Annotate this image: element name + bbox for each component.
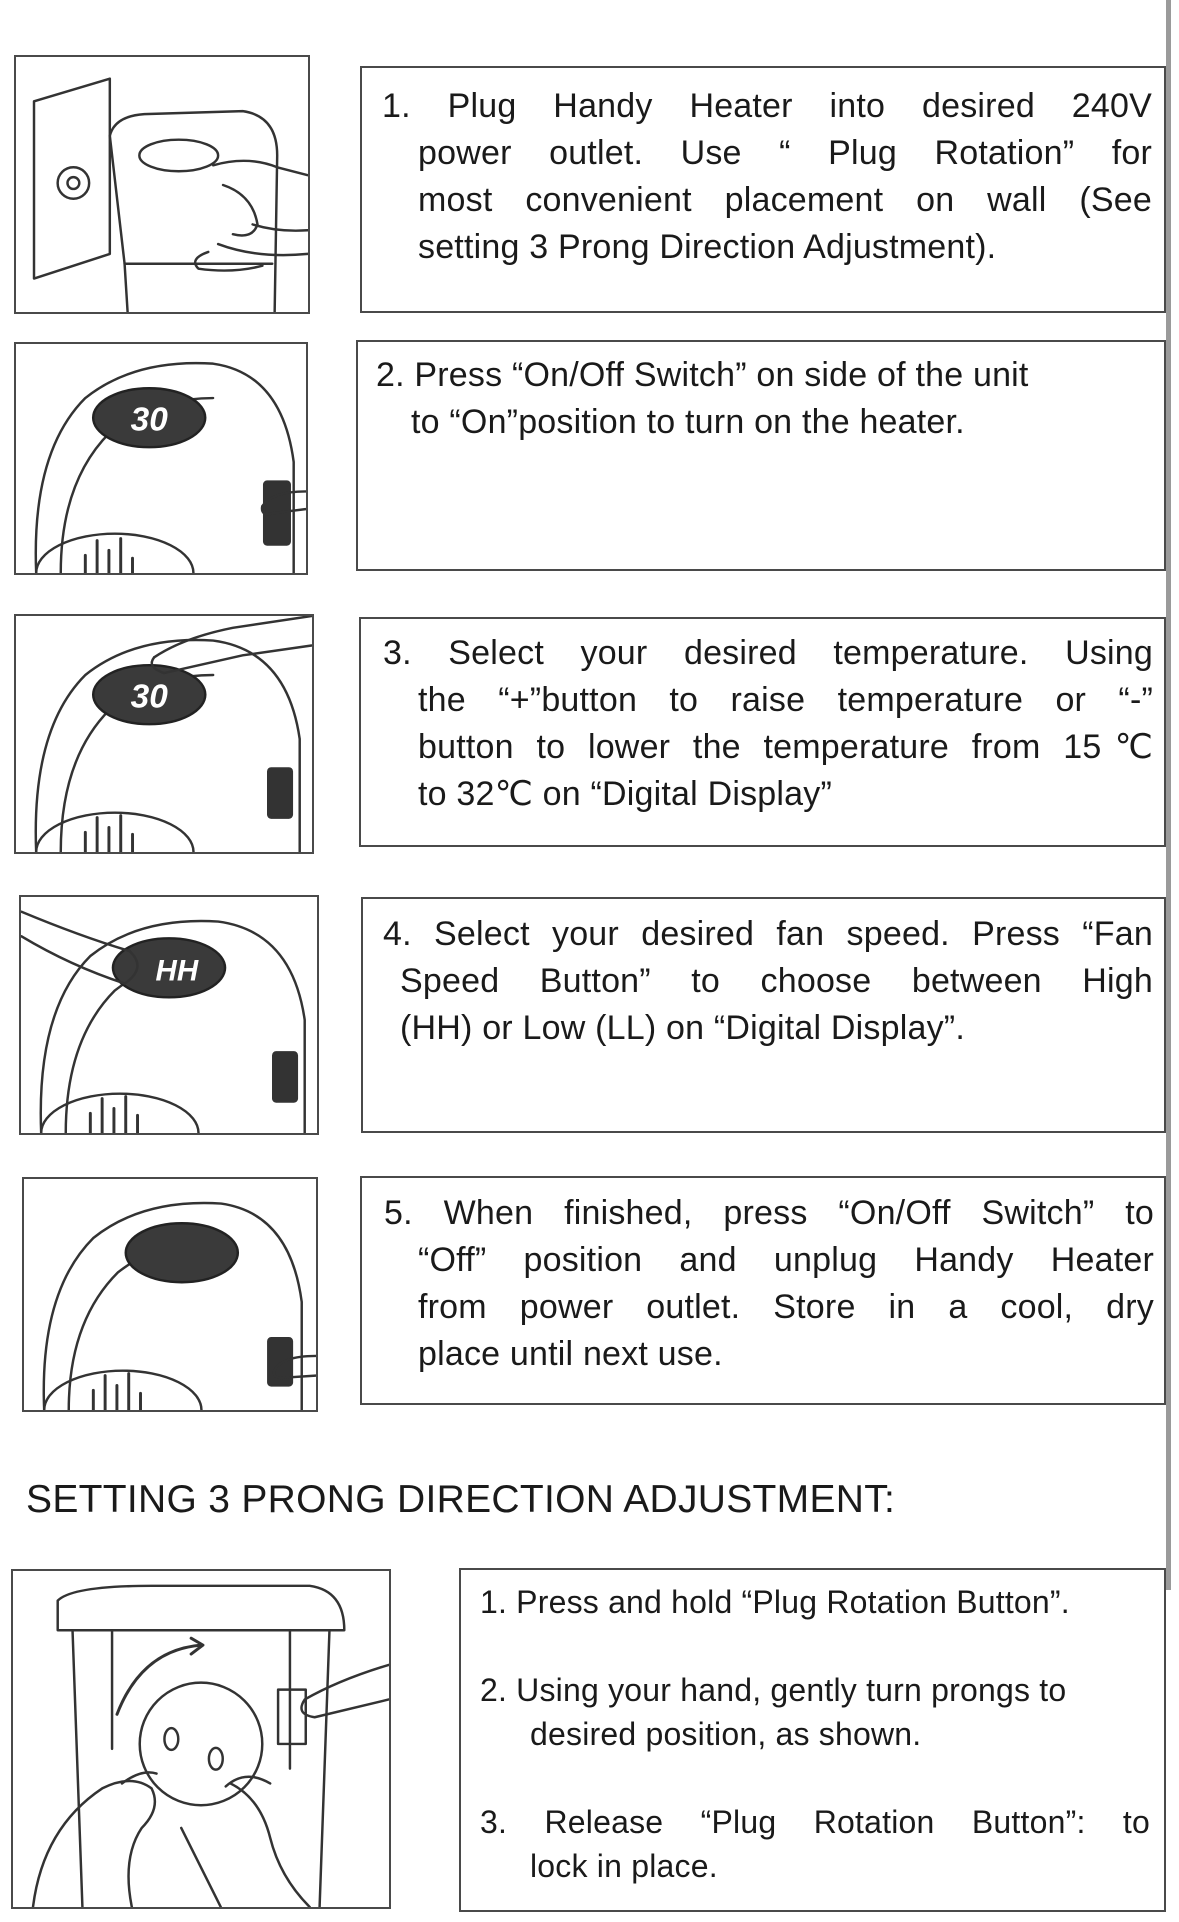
display-reading: HH: [155, 954, 199, 988]
adjust-step-line: 1. Press and hold “Plug Rotation Button”.: [480, 1584, 1070, 1620]
display-reading: 30: [130, 678, 168, 716]
step-2-line: to “On”position to turn on the heater.: [411, 403, 965, 441]
step-1-line: most convenient placement on wall (See: [418, 181, 1152, 219]
step-3-text: [383, 630, 1153, 818]
adjust-step-line: lock in place.: [530, 1848, 718, 1884]
power-switch-illustration: [14, 342, 308, 575]
step-5-text: [384, 1190, 1154, 1378]
step-1-text: [382, 83, 1152, 271]
step-3-line: 3. Select your desired temperature. Using: [383, 634, 1153, 672]
temperature-select-illustration: [14, 614, 314, 854]
display-reading: 30: [130, 401, 168, 439]
prong-rotation-illustration: [11, 1569, 391, 1909]
step-1-line: 1. Plug Handy Heater into desired 240V: [382, 87, 1152, 125]
step-1-line: power outlet. Use “ Plug Rotation” for: [418, 134, 1152, 172]
fan-speed-illustration: [19, 895, 319, 1135]
section-heading: SETTING 3 PRONG DIRECTION ADJUSTMENT:: [26, 1478, 896, 1521]
step-4-text: [383, 911, 1153, 1052]
adjust-step-line: 3. Release “Plug Rotation Button”: to: [480, 1804, 1150, 1840]
adjust-steps-text: [480, 1580, 1150, 1888]
step-2-text: [376, 352, 1156, 446]
plug-in-illustration: [14, 55, 310, 314]
step-3-line: button to lower the temperature from 15℃: [418, 728, 1153, 766]
adjust-step-line: desired position, as shown.: [530, 1716, 922, 1752]
step-4-line: (HH) or Low (LL) on “Digital Display”.: [400, 1009, 965, 1047]
step-1-line: setting 3 Prong Direction Adjustment).: [418, 228, 997, 266]
power-off-illustration: [22, 1177, 318, 1412]
step-3-line: the “+”button to raise temperature or “-”: [418, 681, 1153, 719]
step-5-line: place until next use.: [418, 1335, 723, 1373]
step-2-line: 2. Press “On/Off Switch” on side of the unit: [376, 356, 1029, 394]
step-5-line: “Off” position and unplug Handy Heater: [418, 1241, 1154, 1279]
step-5-line: from power outlet. Store in a cool, dry: [418, 1288, 1154, 1326]
step-4-line: Speed Button” to choose between High: [400, 962, 1153, 1000]
step-3-line: to 32℃ on “Digital Display”: [418, 775, 832, 813]
page-edge-bar: [1166, 0, 1171, 1590]
step-5-line: 5. When finished, press “On/Off Switch” to: [384, 1194, 1154, 1232]
adjust-step-line: 2. Using your hand, gently turn prongs to: [480, 1672, 1067, 1708]
step-4-line: 4. Select your desired fan speed. Press “Fan: [383, 915, 1153, 953]
